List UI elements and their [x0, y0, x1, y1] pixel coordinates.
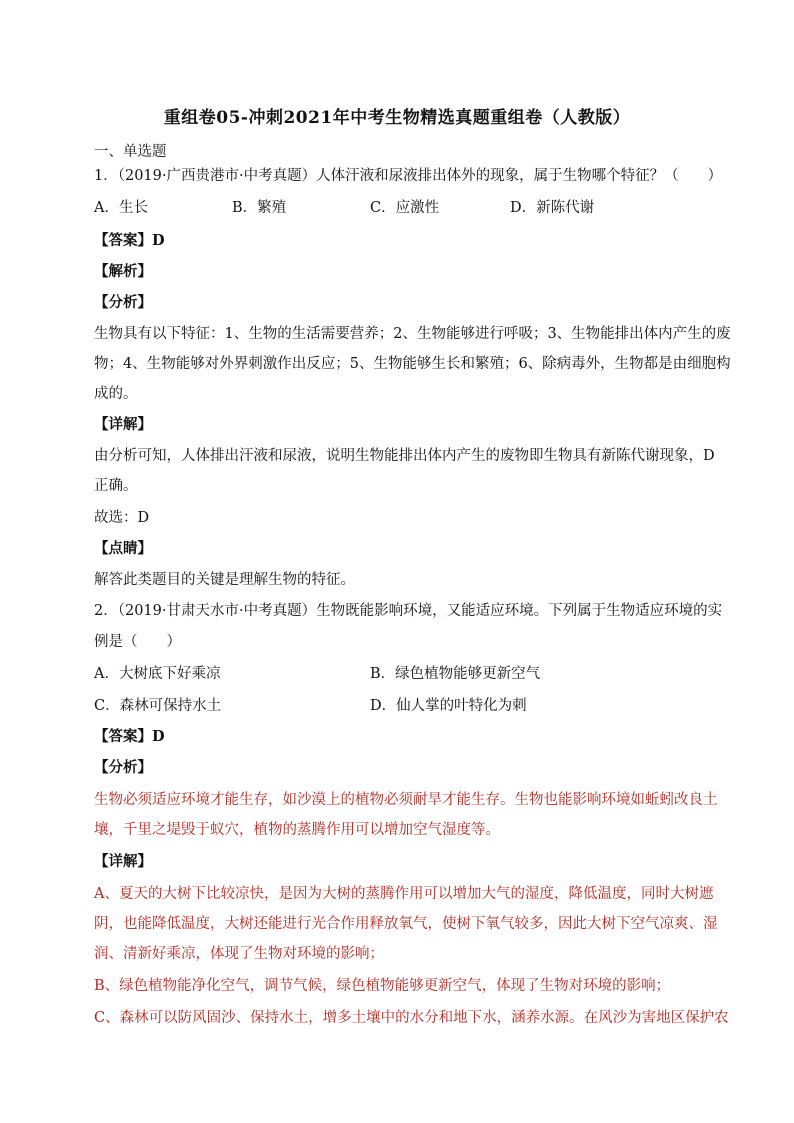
q1-fenxi-line: 物；4、生物能够对外界刺激作出反应；5、生物能够生长和繁殖；6、除病毒外，生物都是由细胞构 — [94, 356, 731, 372]
q2-fenxi-line: 生物必须适应环境才能生存，如沙漠上的植物必须耐旱才能生存。生物也能影响环境如蚯蚓改良土 — [94, 792, 718, 808]
q2-option-a: A．大树底下好乘凉 — [94, 666, 221, 682]
q1-option-a: A．生长 — [94, 200, 148, 216]
q1-final-answer: 故选：D — [94, 510, 150, 526]
q1-jiexi-heading: 【解析】 — [94, 263, 152, 280]
q2-xiangjie-a: 润、清新好乘凉，体现了生物对环境的影响； — [94, 946, 384, 962]
q2-xiangjie-c: C、森林可以防风固沙、保持水土，增多土壤中的水分和地下水，涵养水源。在风沙为害地区保护农 — [94, 1010, 729, 1026]
q2-xiangjie-a: A、夏天的大树下比较凉快，是因为大树的蒸腾作用可以增加大气的湿度，降低温度，同时大树遮 — [94, 886, 714, 902]
q1-xiangjie-line: 正确。 — [94, 478, 138, 494]
q2-xiangjie-heading: 【详解】 — [94, 853, 152, 870]
q2-stem: 2．（2019·甘肃天水市·中考真题）生物既能影响环境，又能适应环境。下列属于生物适应环境的实 — [94, 603, 723, 619]
q2-fenxi-line: 壤，千里之堤毁于蚁穴，植物的蒸腾作用可以增加空气湿度等。 — [94, 822, 500, 838]
q2-fenxi-heading: 【分析】 — [94, 759, 152, 776]
q1-fenxi-line: 成的。 — [94, 386, 138, 402]
q1-xiangjie-heading: 【详解】 — [94, 416, 152, 433]
q1-answer: 【答案】D — [94, 232, 165, 249]
q2-answer: 【答案】D — [94, 728, 165, 745]
q1-option-c: C．应激性 — [370, 200, 440, 216]
q1-option-d: D．新陈代谢 — [510, 200, 595, 216]
page-title: 重组卷05-冲刺2021年中考生物精选真题重组卷（人教版） — [163, 108, 631, 128]
q2-stem: 例是（ ） — [94, 634, 181, 650]
q2-option-b: B．绿色植物能够更新空气 — [370, 666, 541, 682]
q1-fenxi-heading: 【分析】 — [94, 294, 152, 311]
q1-stem: 1．（2019·广西贵港市·中考真题）人体汗液和尿液排出体外的现象，属于生物哪个特征？（ ） — [94, 168, 723, 184]
q2-xiangjie-b: B、绿色植物能净化空气，调节气候，绿色植物能够更新空气，体现了生物对环境的影响； — [94, 978, 671, 994]
q1-dianjing-text: 解答此类题目的关键是理解生物的特征。 — [94, 572, 355, 588]
q1-fenxi-line: 生物具有以下特征：1、生物的生活需要营养；2、生物能够进行呼吸；3、生物能排出体内产生的废 — [94, 326, 731, 342]
q1-xiangjie-line: 由分析可知，人体排出汗液和尿液，说明生物能排出体内产生的废物即生物具有新陈代谢现象，D — [94, 448, 715, 464]
q1-option-b: B．繁殖 — [232, 200, 287, 216]
q2-option-d: D．仙人掌的叶特化为刺 — [370, 698, 527, 714]
section-heading: 一、单选题 — [94, 144, 167, 160]
q1-dianjing-heading: 【点睛】 — [94, 540, 152, 557]
q2-xiangjie-a: 阴，也能降低温度，大树还能进行光合作用释放氧气，使树下氧气较多，因此大树下空气凉爽、湿 — [94, 916, 718, 932]
q2-option-c: C．森林可保持水土 — [94, 698, 222, 714]
